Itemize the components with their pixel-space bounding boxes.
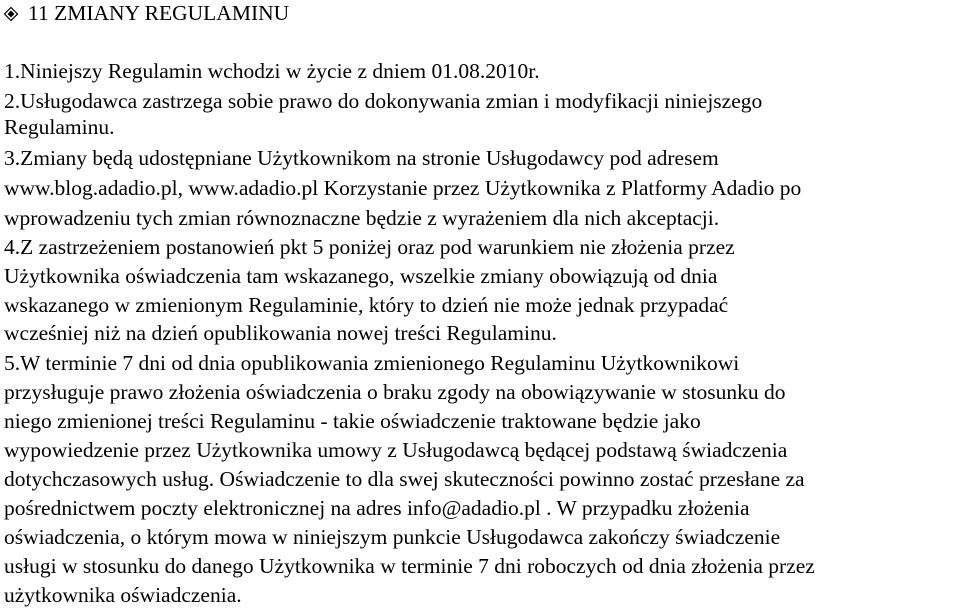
paragraph-line-16: pośrednictwem poczty elektronicznej na adres info@adadio.pl . W przypadku złożenia [4,496,750,520]
paragraph-line-6: wprowadzeniu tych zmian równoznaczne będzie z wyrażeniem dla nich akceptacji. [4,206,720,230]
paragraph-line-10: wcześniej niż na dzień opublikowania nowej treści Regulaminu. [4,321,557,345]
paragraph-line-11: 5.W terminie 7 dni od dnia opublikowania zmienionego Regulaminu Użytkownikowi [4,351,740,375]
paragraph-line-7: 4.Z zastrzeżeniem postanowień pkt 5 poniżej oraz pod warunkiem nie złożenia przez [4,235,735,259]
paragraph-line-1: 1.Niniejszy Regulamin wchodzi w życie z dniem 01.08.2010r. [4,59,540,83]
paragraph-line-14: wypowiedzenie przez Użytkownika umowy z Usługodawcą będącej podstawą świadczenia [4,438,788,462]
paragraph-line-12: przysługuje prawo złożenia oświadczenia o braku zgody na obowiązywanie w stosunku do [4,380,786,404]
paragraph-line-5: www.blog.adadio.pl, www.adadio.pl Korzystanie przez Użytkownika z Platformy Adadio po [4,176,802,200]
paragraph-line-8: Użytkownika oświadczenia tam wskazanego, wszelkie zmiany obowiązują od dnia [4,264,718,288]
paragraph-line-9: wskazanego w zmienionym Regulaminie, który to dzień nie może jednak przypadać [4,293,729,317]
diamond-bullet-icon [4,7,18,21]
paragraph-line-3: Regulaminu. [4,115,115,139]
paragraph-line-13: niego zmienionej treści Regulaminu - takie oświadczenie traktowane będzie jako [4,409,701,433]
paragraph-line-19: użytkownika oświadczenia. [4,583,242,607]
section-heading-text: 11 ZMIANY REGULAMINU [28,1,290,25]
paragraph-line-4: 3.Zmiany będą udostępniane Użytkownikom na stronie Usługodawcy pod adresem [4,146,719,170]
paragraph-line-18: usługi w stosunku do danego Użytkownika w terminie 7 dni roboczych od dnia złożenia przez [4,554,815,578]
paragraph-line-15: dotychczasowych usług. Oświadczenie to dla swej skuteczności powinno zostać przesłane za [4,467,805,491]
paragraph-line-17: oświadczenia, o którym mowa w niniejszym punkcie Usługodawca zakończy świadczenie [4,525,781,549]
paragraph-line-2: 2.Usługodawca zastrzega sobie prawo do dokonywania zmian i modyfikacji niniejszego [4,89,763,113]
section-heading [4,0,289,26]
